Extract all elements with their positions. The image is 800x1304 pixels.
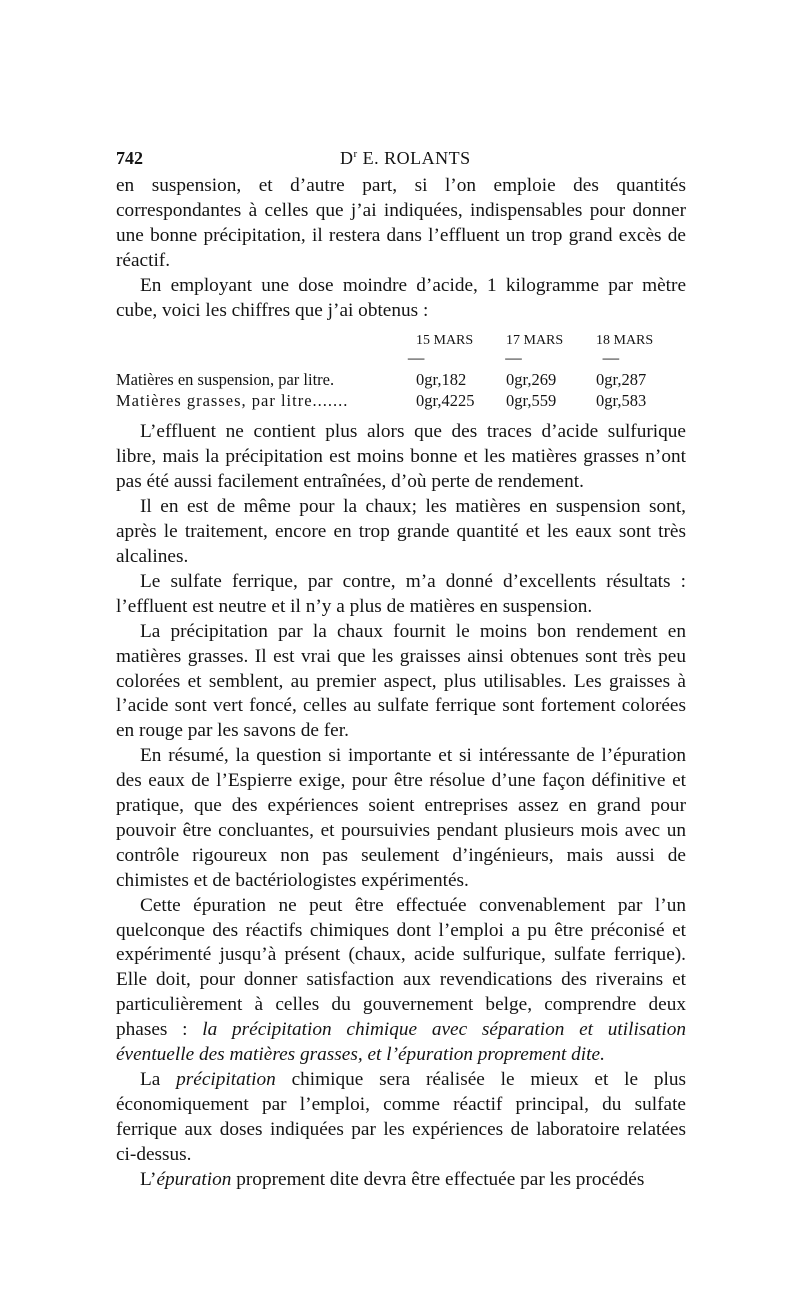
paragraph-9 xyxy=(116,1068,686,1168)
table-dash-spacer xyxy=(116,351,394,369)
paragraph-9-lead: La xyxy=(140,1069,177,1090)
table-header-row xyxy=(116,330,686,351)
running-title xyxy=(340,148,471,169)
dash-mark: — xyxy=(602,348,620,368)
paragraph-1: en suspension, et d’autre part, si l’on emploie des quantités correspondantes à celles que j’ai indiquées, indispensables pour donner une bonne précipitation, il restera dans l’effluent un trop grand excès de réactif. xyxy=(116,175,686,271)
paragraph-4: Il en est de même pour la chaux; les matières en suspension sont, après le traitement, encore en trop grande quantité et les eaux sont très alcalines. xyxy=(116,496,686,567)
table-cell: 0gr,4225 xyxy=(416,391,475,411)
title-prefix-sup: r xyxy=(353,148,358,160)
paragraph-10-lead: L’ xyxy=(140,1168,157,1190)
table-dash-row xyxy=(116,348,686,369)
table-cell: 0gr,269 xyxy=(506,370,557,390)
table-cell: 0gr,182 xyxy=(416,370,467,390)
paragraph-10-emphasis: épuration xyxy=(156,1168,232,1190)
document-page xyxy=(116,148,686,1193)
row-label: Matières grasses, par litre....... xyxy=(116,391,349,411)
paragraph-10 xyxy=(116,1168,686,1193)
paragraph-5: Le sulfate ferrique, par contre, m’a donné d’excellents résultats : l’effluent est neutre et il n’y a plus de matières en suspension. xyxy=(116,570,686,617)
table-header-spacer xyxy=(116,330,416,351)
column-header: 17 MARS xyxy=(506,333,564,349)
paragraph-9-emphasis: précipitation xyxy=(176,1069,276,1090)
paragraph-9-text: chimique sera réalisée le mieux et le plus économiquement par l’emploi, comme réactif principal, du sulfate ferrique aux doses indiquées par les expériences de laboratoire relatées ci-dessus. xyxy=(116,1069,686,1165)
page-header xyxy=(116,148,686,174)
title-prefix: D xyxy=(340,148,354,168)
table-row xyxy=(116,390,686,411)
paragraph-8 xyxy=(116,894,686,1068)
paragraph-8-emphasis: la précipitation chimique avec séparation et utilisation éventuelle des matières grasses, et l’épuration proprement dite. xyxy=(116,1019,687,1066)
table-row xyxy=(116,369,686,390)
column-header: 18 MARS xyxy=(596,333,654,349)
paragraph-3: L’effluent ne contient plus alors que des traces d’acide sulfurique libre, mais la précipitation est moins bonne et les matières grasses n’ont pas été aussi facilement entraînées, d’où perte de rendement. xyxy=(116,421,686,493)
paragraph-10-text: proprement dite devra être effectuée par les procédés xyxy=(231,1168,645,1190)
dash-mark: — xyxy=(407,348,425,368)
paragraph-2: En employant une dose moindre d’acide, 1 kilogramme par mètre cube, voici les chiffres que j’ai obtenus : xyxy=(116,274,686,321)
author-name: E. ROLANTS xyxy=(362,148,471,168)
table-cell: 0gr,583 xyxy=(596,391,647,411)
page-number: 742 xyxy=(116,148,143,168)
column-header: 15 MARS xyxy=(416,333,474,349)
paragraph-8-text: Cette épuration ne peut être effectuée convenablement par l’un quelconque des réactifs chimiques dont l’emploi a pu être préconisé et expérimenté jusqu’à présent (chaux, acide sulfurique, sulfate ferrique). Elle doit, pour donner satisfaction aux revendications des riverains et particulièrement à celles du gouvernement belge, comprendre deux phases : xyxy=(116,894,686,1041)
table-cell: 0gr,287 xyxy=(596,370,647,390)
dash-mark: — xyxy=(505,348,522,368)
paragraph-7: En résumé, la question si importante et si intéressante de l’épuration des eaux de l’Espierre exige, pour être résolue d’une façon définitive et pratique, que des expériences soient entreprises assez en grand pour pouvoir être concluantes, et poursuivies pendant plusieurs mois avec un contrôle rigoureux non pas seulement d’ingénieurs, mais aussi de chimistes et de bactériologistes expérimentés. xyxy=(116,745,686,891)
row-label: Matières en suspension, par litre. xyxy=(116,370,335,390)
table-cell: 0gr,559 xyxy=(506,391,557,411)
paragraph-6: La précipitation par la chaux fournit le moins bon rendement en matières grasses. Il est vrai que les graisses ainsi obtenues sont très peu colorées et semblent, au premier aspect, plus utilisables. Les graisses à l’acide sont vert foncé, celles au sulfate ferrique sont fortement colorées en rouge par les savons de fer. xyxy=(116,620,686,742)
results-table xyxy=(116,330,686,411)
